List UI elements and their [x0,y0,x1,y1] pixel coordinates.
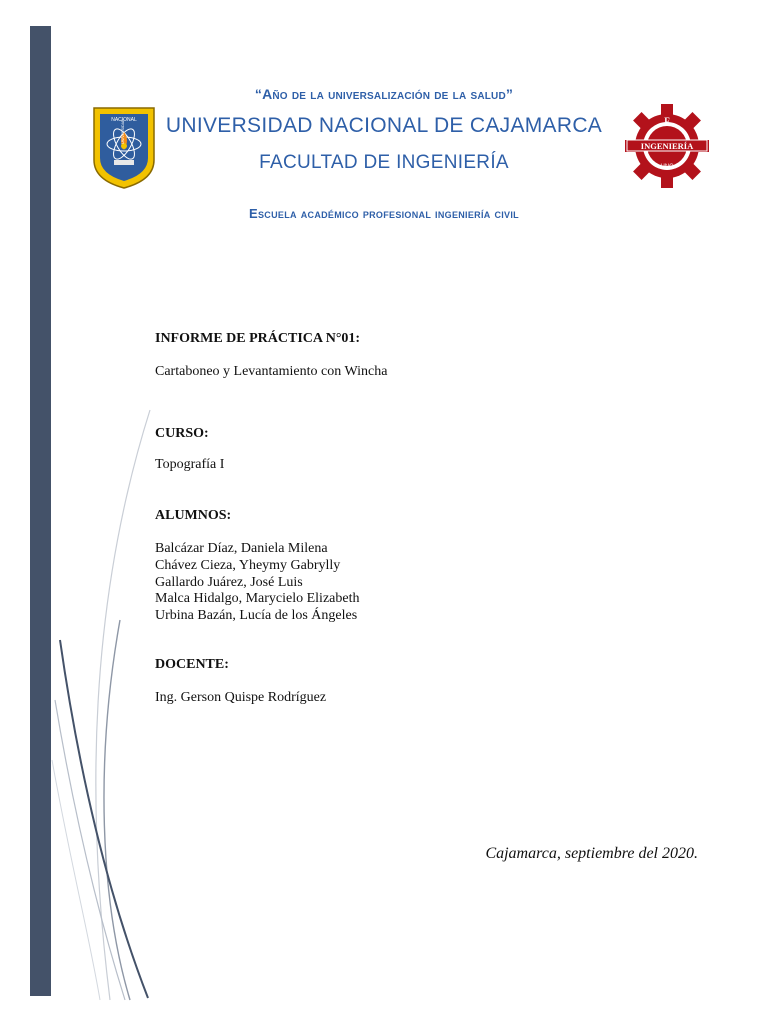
seal-text-right: DE CAJAMARCA [161,144,165,173]
gear-bottom-text: UNC [660,164,674,170]
course-label: CURSO: [155,426,209,441]
seal-text-left: UNIVERSIDAD [121,119,125,144]
student-name: Gallardo Juárez, José Luis [155,574,303,590]
school-name: Escuela académico profesional ingeniería civil [249,206,519,221]
course-value: Topografía I [155,457,225,472]
students-list [155,541,359,625]
motto: “Año de la universalización de la salud” [254,86,514,102]
report-title-label: INFORME DE PRÁCTICA N°01: [155,331,361,346]
university-name: UNIVERSIDAD NACIONAL DE CAJAMARCA [165,114,603,137]
teacher-label: DOCENTE: [155,657,229,672]
student-name: Balcázar Díaz, Daniela Milena [155,541,328,556]
student-name: Chávez Cieza, Yheymy Gabrylly [155,557,341,573]
students-label: ALUMNOS: [155,508,232,523]
teacher-value: Ing. Gerson Quispe Rodríguez [155,690,327,705]
place-date: Cajamarca, septiembre del 2020. [485,845,698,862]
student-name: Urbina Bazán, Lucía de los Ángeles [155,608,358,624]
student-name: Malca Hidalgo, Marycielo Elizabeth [155,591,360,607]
gear-text: INGENIERÍA [640,141,694,151]
report-title-value: Cartaboneo y Levantamiento con Wincha [155,364,388,379]
gear-letter: F [664,116,670,126]
seal-text-top: NACIONAL [111,117,137,123]
faculty-name: FACULTAD DE INGENIERÍA [259,152,509,173]
